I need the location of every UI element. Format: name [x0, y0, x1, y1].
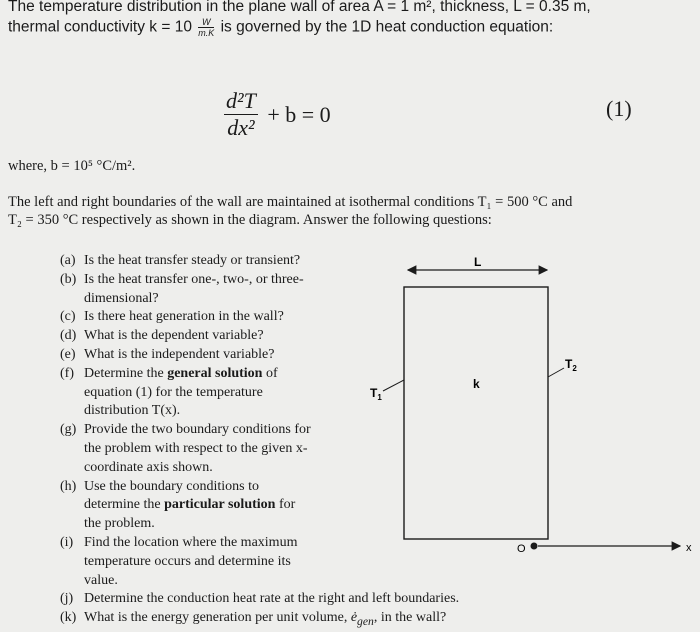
question-text: for	[275, 497, 296, 513]
question-text: What is the independent variable?	[84, 346, 275, 362]
question-text-cont: equation (1) for the temperature	[84, 384, 263, 400]
question-text: determine the	[84, 497, 165, 513]
question-text-cont: the problem with respect to the given x-	[84, 440, 308, 456]
question-text: Is the heat transfer steady or transient?	[84, 253, 301, 268]
header-line-2-pre: thermal conductivity k = 10	[8, 18, 192, 36]
boundary-text-line-1: The left and right boundaries of the wall are maintained at isothermal conditions T₁ = 500 °C and	[8, 194, 573, 210]
header-line-2-post: is governed by the 1D heat conduction equation:	[220, 18, 554, 36]
origin-point	[531, 543, 538, 550]
t1-leader-line	[383, 380, 404, 391]
question-text: of	[262, 365, 278, 381]
where-text: where, b = 10⁵ °C/m².	[8, 158, 136, 174]
question-text-cont: value.	[84, 572, 118, 588]
question-text: What is the energy generation per unit volume,	[84, 610, 351, 626]
question-text: , in the wall?	[373, 610, 447, 626]
question-bold: general solution	[167, 365, 263, 381]
question-text-cont: coordinate axis shown.	[84, 459, 213, 475]
equation-rhs: + b = 0	[267, 101, 331, 127]
t1-label	[370, 386, 382, 402]
t1-text: T	[370, 386, 378, 400]
header-line-1: The temperature distribution in the plane wall of area A = 1 m², thickness, L = 0.35 m,	[8, 0, 591, 15]
length-label: L	[474, 255, 482, 269]
question-text: Is there heat generation in the wall?	[84, 309, 284, 325]
t2-label	[565, 357, 577, 373]
question-text-cont: distribution T(x).	[84, 403, 181, 419]
wall-rectangle	[404, 287, 548, 539]
t2-subscript: 2	[572, 364, 577, 373]
question-text: Determine the conduction heat rate at the right and left boundaries.	[84, 591, 460, 607]
question-text: Provide the two boundary conditions for	[84, 422, 311, 438]
conductivity-label: k	[473, 377, 480, 391]
x-axis-label: x	[686, 542, 692, 554]
question-text-cont: temperature occurs and determine its	[84, 553, 291, 569]
question-label: (k)	[60, 610, 77, 626]
question-label: (b)	[60, 271, 77, 287]
question-label: (d)	[60, 328, 77, 344]
energy-gen-symbol: ė	[350, 610, 358, 626]
equation-number: (1)	[606, 96, 632, 121]
question-text-cont: the problem.	[84, 516, 155, 532]
question-text-cont: dimensional?	[84, 290, 159, 306]
equation-numerator: d²T	[226, 88, 256, 113]
t2-leader-line	[548, 368, 564, 377]
question-text: Determine the	[84, 365, 168, 381]
question-text: Use the boundary conditions to	[84, 478, 259, 494]
question-label: (e)	[60, 346, 76, 362]
t2-text: T	[565, 357, 573, 371]
question-label: (a)	[60, 253, 76, 268]
energy-gen-subscript: gen	[357, 614, 374, 628]
equation-denominator: dx²	[227, 115, 255, 140]
boundary-text-line-2: T₂ = 350 °C respectively as shown in the diagram. Answer the following questions:	[8, 212, 492, 228]
question-label: (g)	[60, 422, 77, 438]
question-label: (f)	[60, 365, 74, 381]
question-text: Find the location where the maximum	[84, 534, 298, 550]
question-label: (c)	[60, 309, 76, 325]
question-text: Is the heat transfer one-, two-, or three-	[84, 271, 304, 287]
unit-denominator: m.K	[198, 28, 215, 38]
origin-label: O	[517, 543, 526, 555]
question-label: (h)	[60, 478, 77, 494]
question-text: What is the dependent variable?	[84, 328, 264, 344]
unit-numerator: W	[198, 17, 214, 28]
question-label: (i)	[60, 534, 74, 550]
question-bold: particular solution	[164, 497, 276, 513]
t1-subscript: 1	[377, 393, 382, 402]
question-label: (j)	[60, 591, 74, 607]
